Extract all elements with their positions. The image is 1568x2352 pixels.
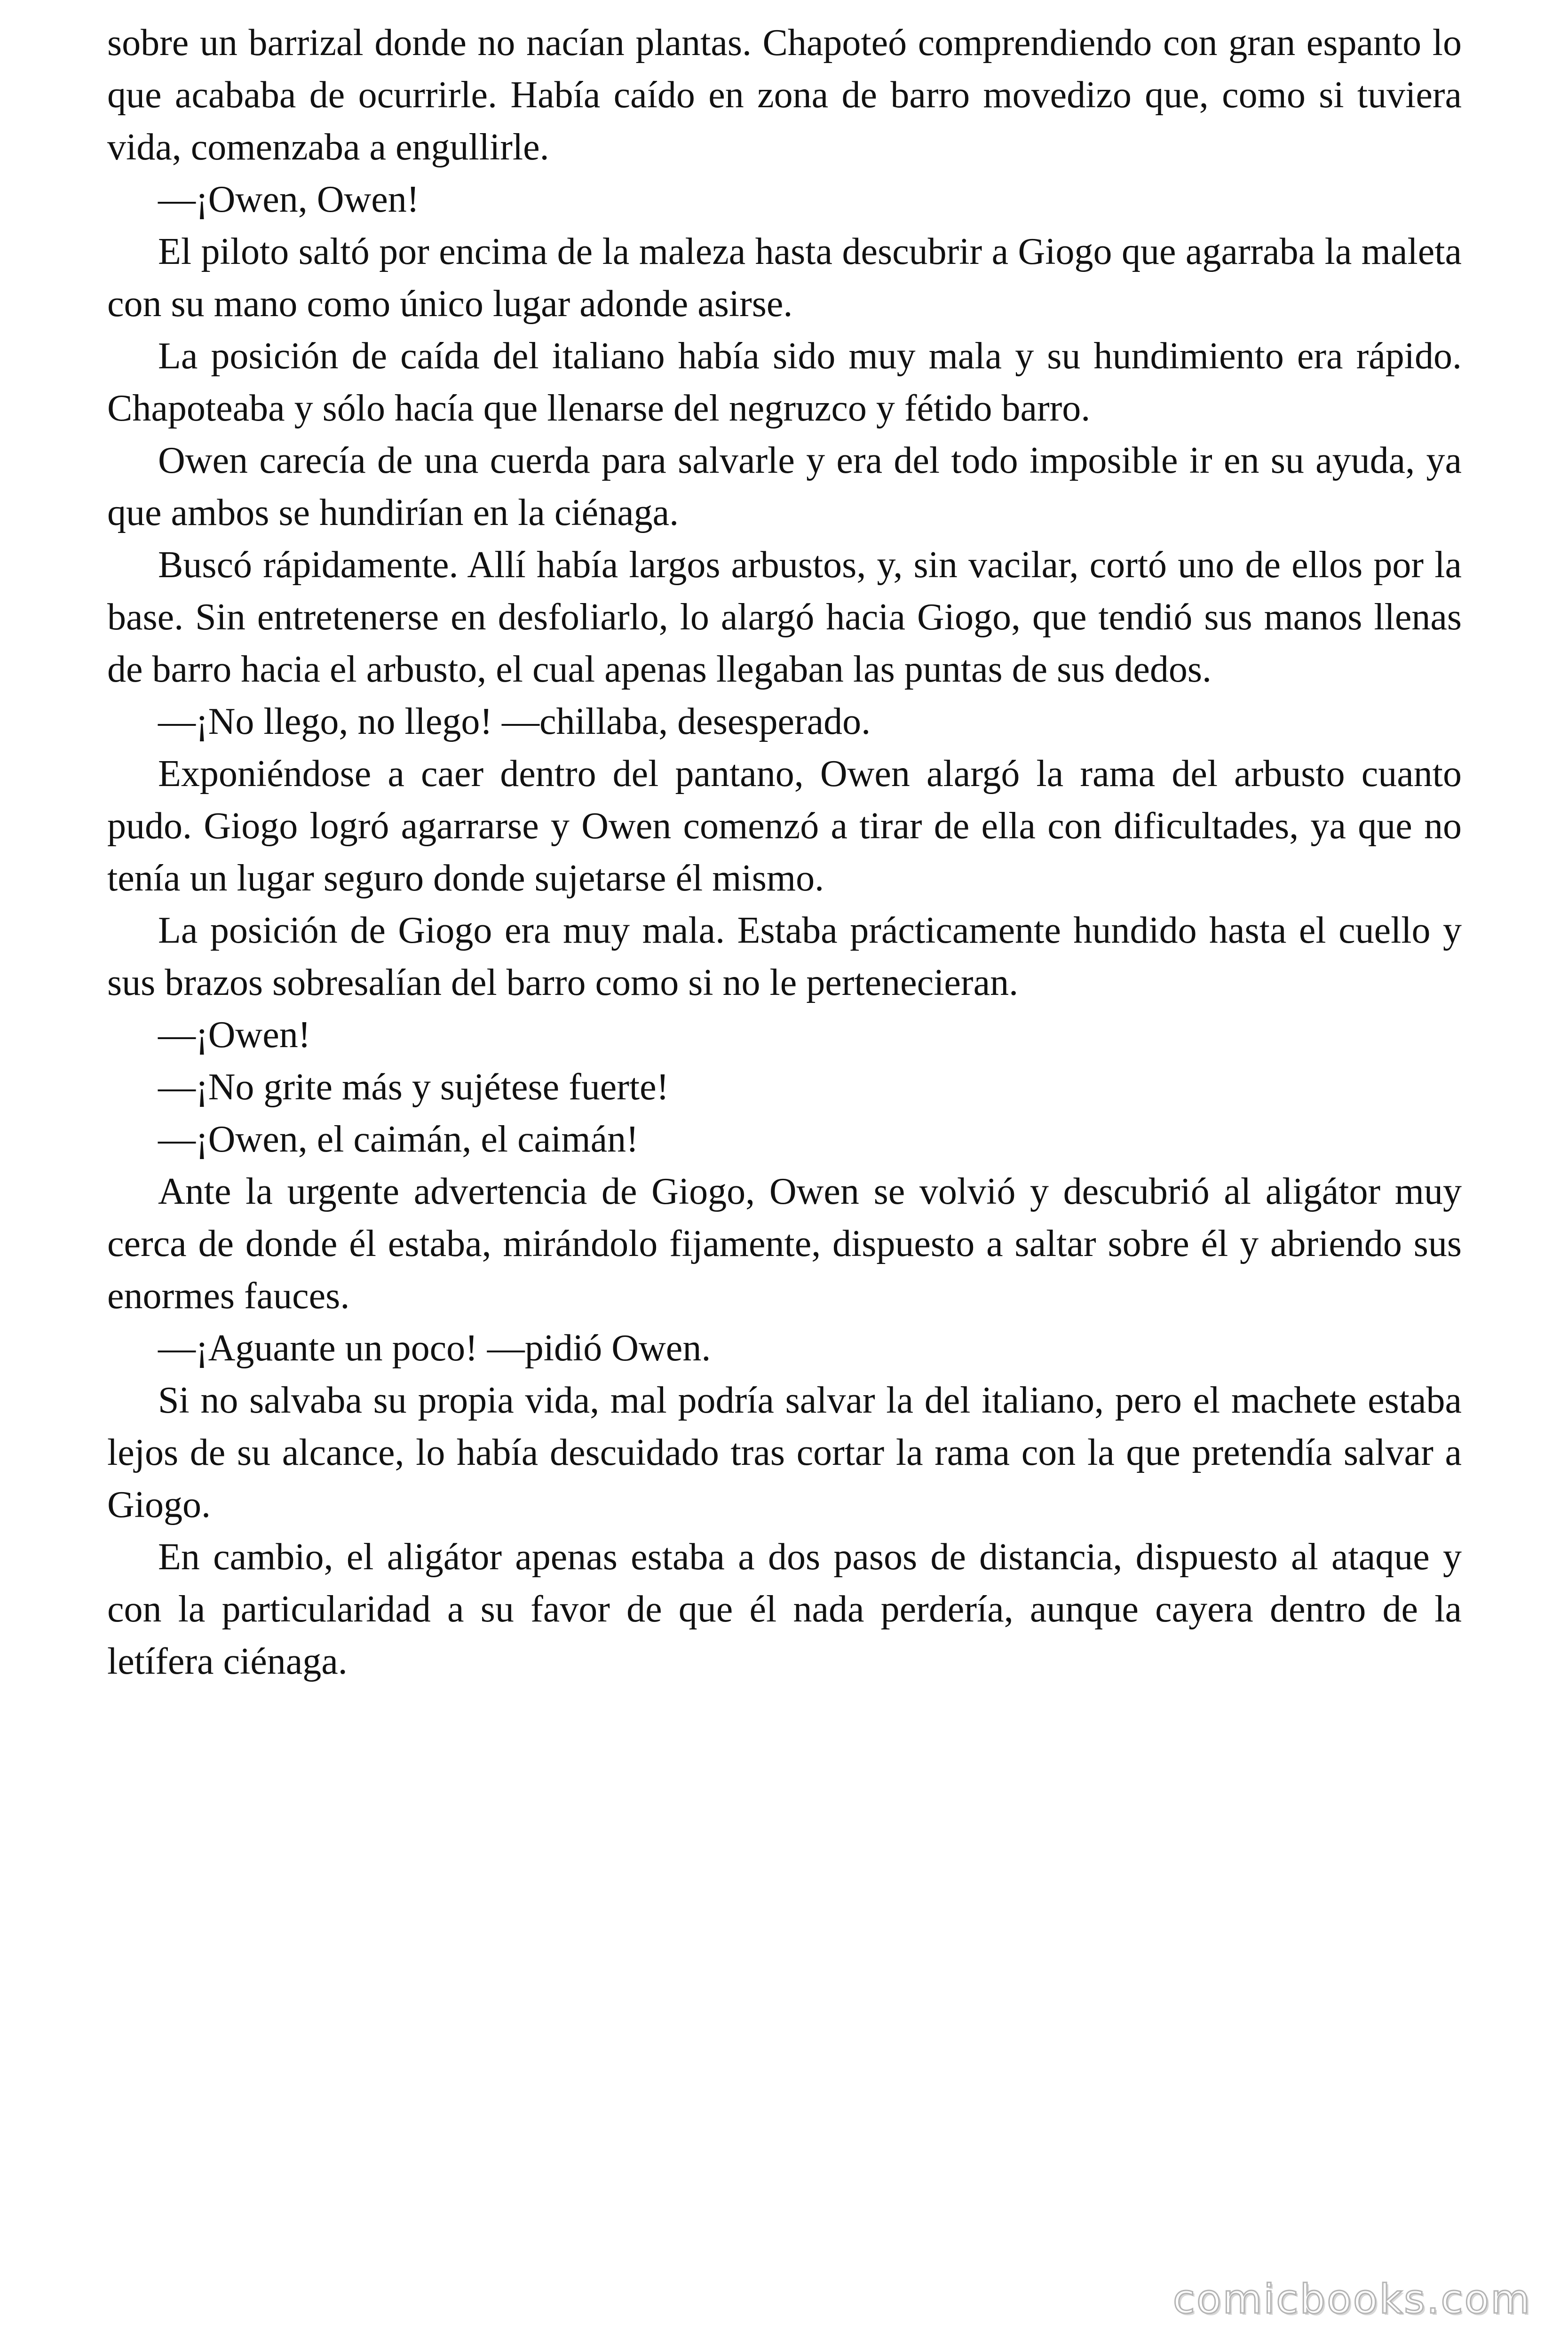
paragraph: Owen carecía de una cuerda para salvarle y era del todo imposible ir en su ayuda, ya que ambos se hundirían en la ciénaga. [107, 440, 1462, 533]
watermark: comicbooks.com [1172, 2276, 1531, 2323]
paragraph: sobre un barrizal donde no nacían plantas. Chapoteó comprendiendo con gran espanto lo que acababa de ocurrirle. Había caído en zona de barro movedizo que, como si tuviera vida, comenzaba a engullirle. [107, 22, 1462, 168]
paragraph: Buscó rápidamente. Allí había largos arbustos, y, sin vacilar, cortó uno de ellos por la base. Sin entretenerse en desfoliarlo, lo alargó hacia Giogo, que tendió sus manos llenas de barro hacia el arbusto, el cual apenas llegaban las puntas de sus dedos. [107, 544, 1462, 690]
dialogue-line: —¡No grite más y sujétese fuerte! [158, 1066, 669, 1108]
dialogue-line: —¡Owen! [158, 1014, 311, 1056]
paragraph: Exponiéndose a caer dentro del pantano, Owen alargó la rama del arbusto cuanto pudo. Giogo logró agarrarse y Owen comenzó a tirar de ella con dificultades, ya que no tenía un lugar seguro donde sujetarse él mismo. [107, 753, 1462, 899]
dialogue-line: —¡No llego, no llego! —chillaba, desesperado. [158, 701, 871, 742]
paragraph: En cambio, el aligátor apenas estaba a dos pasos de distancia, dispuesto al ataque y con la particularidad a su favor de que él nada perdería, aunque cayera dentro de la letífera ciénaga. [107, 1536, 1462, 1682]
paragraph: Si no salvaba su propia vida, mal podría salvar la del italiano, pero el machete estaba lejos de su alcance, lo había descuidado tras cortar la rama con la que pretendía salvar a Giogo. [107, 1380, 1462, 1526]
paragraph: Ante la urgente advertencia de Giogo, Owen se volvió y descubrió al aligátor muy cerca de donde él estaba, mirándolo fijamente, dispuesto a saltar sobre él y abriendo sus enormes fauces. [107, 1171, 1462, 1317]
paragraph: La posición de Giogo era muy mala. Estaba prácticamente hundido hasta el cuello y sus brazos sobresalían del barro como si no le pertenecieran. [107, 910, 1462, 1003]
dialogue-line: —¡Owen, el caimán, el caimán! [158, 1119, 639, 1160]
page-body [107, 17, 1462, 1688]
dialogue-line: —¡Owen, Owen! [158, 179, 420, 220]
paragraph: La posición de caída del italiano había sido muy mala y su hundimiento era rápido. Chapoteaba y sólo hacía que llenarse del negruzco y fétido barro. [107, 335, 1462, 429]
paragraph: El piloto saltó por encima de la maleza hasta descubrir a Giogo que agarraba la maleta con su mano como único lugar adonde asirse. [107, 231, 1462, 325]
dialogue-line: —¡Aguante un poco! —pidió Owen. [158, 1327, 711, 1369]
